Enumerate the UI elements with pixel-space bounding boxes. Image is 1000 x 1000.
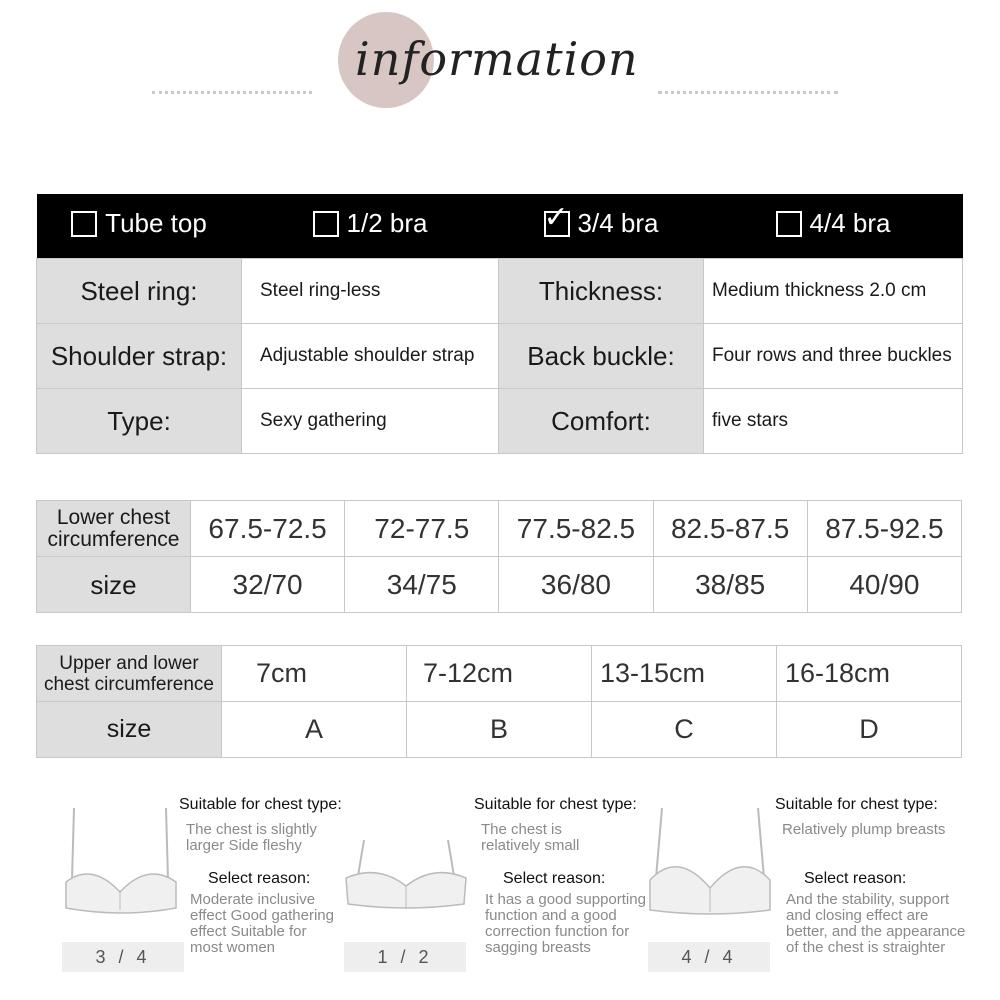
measurement-cell: 16-18cm xyxy=(777,646,962,702)
suitable-line: The chest is slightly xyxy=(186,821,317,838)
size-row xyxy=(37,557,962,613)
reason-heading: Select reason: xyxy=(503,870,606,887)
reason-line: Moderate inclusive xyxy=(190,891,316,908)
attribute-label: Back buckle: xyxy=(499,324,704,389)
measurement-cell: 77.5-82.5 xyxy=(499,501,653,557)
size-cell: 38/85 xyxy=(653,557,807,613)
size-row xyxy=(37,702,962,758)
checkbox-icon[interactable] xyxy=(71,211,97,237)
row-label: Lower chest circumference xyxy=(37,501,191,557)
reason-line: It has a good supporting xyxy=(485,891,646,908)
attribute-value: Sexy gathering xyxy=(242,389,499,454)
attribute-row xyxy=(37,259,963,324)
style-option[interactable] xyxy=(242,194,499,259)
suitable-heading: Suitable for chest type: xyxy=(474,796,637,813)
reason-line: correction function for xyxy=(485,923,630,940)
attribute-row xyxy=(37,324,963,389)
product-attributes-table xyxy=(36,194,963,454)
reason-line: And the stability, support xyxy=(786,891,950,908)
reason-line: effect Good gathering xyxy=(190,907,334,924)
style-option-label: 3/4 bra xyxy=(577,208,659,239)
cup-size-table xyxy=(36,645,962,758)
reason-text xyxy=(786,892,985,956)
style-option-label: 4/4 bra xyxy=(809,208,891,239)
size-cell: 32/70 xyxy=(191,557,345,613)
suitable-heading: Suitable for chest type: xyxy=(775,796,938,813)
suitable-line: Relatively plump breasts xyxy=(782,821,946,838)
bra-type-label: 3 / 4 xyxy=(62,942,184,972)
bra-illustration-4-4 xyxy=(648,800,772,972)
size-cell: B xyxy=(407,702,592,758)
bra-info-1-2 xyxy=(474,796,664,956)
size-cell: 40/90 xyxy=(807,557,961,613)
measurement-cell: 7-12cm xyxy=(407,646,592,702)
checkbox-icon[interactable] xyxy=(776,211,802,237)
bra-4-4-icon xyxy=(648,800,772,940)
attribute-label: Steel ring: xyxy=(37,259,242,324)
reason-line: most women xyxy=(190,939,276,956)
reason-text xyxy=(190,892,349,956)
attribute-value: five stars xyxy=(704,389,963,454)
reason-line: sagging breasts xyxy=(485,939,591,956)
row-label: size xyxy=(37,557,191,613)
row-label: size xyxy=(37,702,222,758)
style-option[interactable] xyxy=(37,194,242,259)
attribute-value: Steel ring-less xyxy=(242,259,499,324)
dotted-divider-left xyxy=(152,91,312,94)
page-header xyxy=(0,0,1000,140)
suitable-line: The chest is xyxy=(481,821,562,838)
reason-line: and closing effect are xyxy=(786,907,929,924)
attribute-label: Comfort: xyxy=(499,389,704,454)
size-cell: 36/80 xyxy=(499,557,653,613)
measurement-row xyxy=(37,501,962,557)
band-size-table xyxy=(36,500,962,613)
size-cell: A xyxy=(222,702,407,758)
attribute-value: Medium thickness 2.0 cm xyxy=(704,259,963,324)
bra-info-3-4 xyxy=(179,796,349,956)
bra-info-4-4 xyxy=(775,796,985,956)
bra-illustration-3-4 xyxy=(62,800,186,972)
suitable-text xyxy=(782,822,985,838)
attribute-label: Thickness: xyxy=(499,259,704,324)
attribute-label: Shoulder strap: xyxy=(37,324,242,389)
page-title: information xyxy=(355,32,639,86)
checkmark-icon: ✓ xyxy=(543,200,569,234)
style-option-label: 1/2 bra xyxy=(346,208,428,239)
size-cell: D xyxy=(777,702,962,758)
bra-illustration-1-2 xyxy=(344,800,468,972)
measurement-row xyxy=(37,646,962,702)
reason-heading: Select reason: xyxy=(804,870,907,887)
suitable-text xyxy=(481,822,664,854)
reason-line: function and a good xyxy=(485,907,617,924)
measurement-cell: 67.5-72.5 xyxy=(191,501,345,557)
style-option-label: Tube top xyxy=(105,208,207,239)
reason-line: better, and the appearance xyxy=(786,923,966,940)
bra-3-4-icon xyxy=(62,800,186,940)
bra-type-label: 1 / 2 xyxy=(344,942,466,972)
style-option[interactable] xyxy=(704,194,963,259)
suitable-line: relatively small xyxy=(481,837,580,854)
reason-line: effect Suitable for xyxy=(190,923,307,940)
style-options-row xyxy=(37,194,963,259)
reason-heading: Select reason: xyxy=(208,870,311,887)
bra-type-label: 4 / 4 xyxy=(648,942,770,972)
attribute-value: Four rows and three buckles xyxy=(704,324,963,389)
measurement-cell: 7cm xyxy=(222,646,407,702)
attribute-label: Type: xyxy=(37,389,242,454)
row-label: Upper and lower chest circumference xyxy=(37,646,222,702)
checkbox-icon[interactable] xyxy=(313,211,339,237)
suitable-text xyxy=(186,822,349,854)
reason-line: of the chest is straighter xyxy=(786,939,946,956)
suitable-line: larger Side fleshy xyxy=(186,837,302,854)
checked-checkbox-icon[interactable] xyxy=(543,200,570,237)
suitable-heading: Suitable for chest type: xyxy=(179,796,342,813)
size-cell: 34/75 xyxy=(345,557,499,613)
bra-1-2-icon xyxy=(344,800,468,940)
attribute-row xyxy=(37,389,963,454)
dotted-divider-right xyxy=(658,91,838,94)
measurement-cell: 13-15cm xyxy=(592,646,777,702)
style-option[interactable] xyxy=(499,194,704,259)
measurement-cell: 87.5-92.5 xyxy=(807,501,961,557)
measurement-cell: 72-77.5 xyxy=(345,501,499,557)
reason-text xyxy=(485,892,664,956)
size-cell: C xyxy=(592,702,777,758)
attribute-value: Adjustable shoulder strap xyxy=(242,324,499,389)
measurement-cell: 82.5-87.5 xyxy=(653,501,807,557)
